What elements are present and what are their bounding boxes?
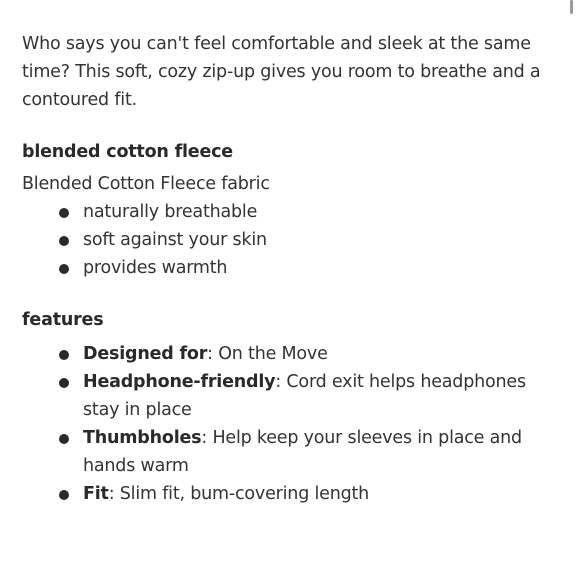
bullet-text: naturally breathable [83,202,258,222]
list-item [83,198,562,226]
list-item [83,254,562,282]
list-item [83,340,562,368]
intro-paragraph: Who says you can't feel comfortable and sleek at the same time? This soft, cozy zip-up gives you room to breathe and a contoured fit. [22,34,541,110]
bullet-icon [59,208,69,218]
bullet-text: provides warmth [83,258,228,278]
fabric-heading: blended cotton fleece [22,142,233,162]
feature-name: Headphone-friendly [83,372,276,392]
feature-text: : On the Move [207,344,328,364]
bullet-icon [59,236,69,246]
list-item [83,226,562,254]
bullet-icon [59,350,69,360]
feature-text: : Help keep your sleeves in place and hands warm [83,428,522,476]
fabric-description: Blended Cotton Fleece fabric [22,174,270,194]
features-bullet-list [22,340,562,508]
fabric-bullet-list [22,198,562,282]
bullet-icon [59,264,69,274]
feature-text: : Cord exit helps headphones stay in place [83,372,526,420]
list-item [83,424,562,480]
feature-name: Designed for [83,344,208,364]
feature-name: Fit [83,484,109,504]
bullet-text: soft against your skin [83,230,267,250]
bullet-icon [59,490,69,500]
bullet-icon [59,378,69,388]
list-item [83,368,562,424]
feature-name: Thumbholes [83,428,202,448]
features-heading: features [22,310,104,330]
list-item [83,480,562,508]
product-description [22,30,562,508]
feature-text: : Slim fit, bum-covering length [108,484,370,504]
bullet-icon [59,434,69,444]
scrollbar-thumb[interactable] [570,0,573,14]
